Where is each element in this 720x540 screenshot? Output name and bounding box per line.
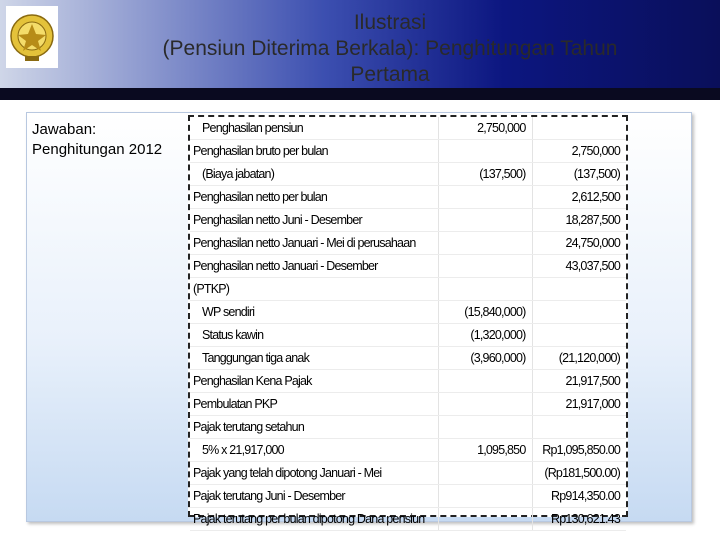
row-value-col3: (Rp181,500.00) bbox=[532, 462, 626, 485]
row-value-col3: 43,037,500 bbox=[532, 255, 626, 278]
row-label: Pajak terutang Juni - Desember bbox=[190, 485, 438, 508]
calculation-table-box bbox=[188, 115, 628, 526]
row-value-col2 bbox=[438, 416, 532, 439]
row-value-col3: Rp914,350.00 bbox=[532, 485, 626, 508]
row-label: WP sendiri bbox=[190, 301, 438, 324]
row-value-col2: 2,750,000 bbox=[438, 117, 532, 140]
title-line-3: Pertama bbox=[350, 63, 430, 86]
row-value-col2: 1,095,850 bbox=[438, 439, 532, 462]
table-row bbox=[190, 416, 626, 439]
row-label: Pajak yang telah dipotong Januari - Mei bbox=[190, 462, 438, 485]
slide-title bbox=[60, 10, 720, 88]
header-divider-band bbox=[0, 88, 720, 100]
table-row bbox=[190, 255, 626, 278]
row-label: Penghasilan netto Juni - Desember bbox=[190, 209, 438, 232]
table-row bbox=[190, 209, 626, 232]
table-row bbox=[190, 485, 626, 508]
slide-header bbox=[0, 0, 720, 100]
row-value-col2 bbox=[438, 255, 532, 278]
table-row bbox=[190, 140, 626, 163]
row-value-col3: (21,120,000) bbox=[532, 347, 626, 370]
university-emblem-icon bbox=[6, 6, 58, 68]
row-value-col2: (15,840,000) bbox=[438, 301, 532, 324]
row-label: Pajak terutang setahun bbox=[190, 416, 438, 439]
table-row bbox=[190, 439, 626, 462]
row-value-col3 bbox=[532, 117, 626, 140]
row-value-col2: (1,320,000) bbox=[438, 324, 532, 347]
row-value-col3: 2,612,500 bbox=[532, 186, 626, 209]
row-value-col3: 21,917,000 bbox=[532, 393, 626, 416]
row-value-col2 bbox=[438, 140, 532, 163]
row-value-col3: Rp130,621.43 bbox=[532, 508, 626, 531]
row-value-col3: 24,750,000 bbox=[532, 232, 626, 255]
table-row bbox=[190, 393, 626, 416]
row-label: Penghasilan netto Januari - Mei di perusahaan bbox=[190, 232, 438, 255]
row-value-col2 bbox=[438, 393, 532, 416]
answer-label-line-2: Penghitungan 2012 bbox=[32, 141, 163, 158]
row-value-col3 bbox=[532, 416, 626, 439]
title-line-1: Ilustrasi bbox=[353, 11, 427, 34]
row-value-col2 bbox=[438, 370, 532, 393]
row-value-col2 bbox=[438, 462, 532, 485]
table-row bbox=[190, 347, 626, 370]
row-value-col2 bbox=[438, 278, 532, 301]
table-row bbox=[190, 232, 626, 255]
row-label: Penghasilan pensiun bbox=[190, 117, 438, 140]
row-label: (PTKP) bbox=[190, 278, 438, 301]
row-value-col2: (3,960,000) bbox=[438, 347, 532, 370]
calculation-table bbox=[190, 117, 626, 531]
row-value-col3 bbox=[532, 324, 626, 347]
row-value-col3: (137,500) bbox=[532, 163, 626, 186]
row-value-col2: (137,500) bbox=[438, 163, 532, 186]
table-row bbox=[190, 301, 626, 324]
row-value-col2 bbox=[438, 232, 532, 255]
table-row bbox=[190, 163, 626, 186]
row-value-col2 bbox=[438, 508, 532, 531]
row-value-col3 bbox=[532, 301, 626, 324]
row-label: Penghasilan netto Januari - Desember bbox=[190, 255, 438, 278]
row-label: Pembulatan PKP bbox=[190, 393, 438, 416]
row-label: Tanggungan tiga anak bbox=[190, 347, 438, 370]
table-row bbox=[190, 370, 626, 393]
row-value-col3: 18,287,500 bbox=[532, 209, 626, 232]
row-value-col2 bbox=[438, 186, 532, 209]
table-row bbox=[190, 462, 626, 485]
row-label: (Biaya jabatan) bbox=[190, 163, 438, 186]
row-value-col2 bbox=[438, 209, 532, 232]
row-value-col3: Rp1,095,850.00 bbox=[532, 439, 626, 462]
row-label: Penghasilan netto per bulan bbox=[190, 186, 438, 209]
row-label: 5% x 21,917,000 bbox=[190, 439, 438, 462]
row-label: Penghasilan bruto per bulan bbox=[190, 140, 438, 163]
row-value-col3: 21,917,500 bbox=[532, 370, 626, 393]
row-value-col3: 2,750,000 bbox=[532, 140, 626, 163]
table-row bbox=[190, 508, 626, 531]
row-label: Status kawin bbox=[190, 324, 438, 347]
table-row bbox=[190, 324, 626, 347]
table-row bbox=[190, 117, 626, 140]
row-label: Pajak terutang per bulan dipotong Dana pensiun bbox=[190, 508, 438, 531]
row-value-col2 bbox=[438, 485, 532, 508]
answer-label-line-1: Jawaban: bbox=[32, 121, 97, 138]
row-label: Penghasilan Kena Pajak bbox=[190, 370, 438, 393]
table-row bbox=[190, 278, 626, 301]
title-line-2: (Pensiun Diterima Berkala): Penghitungan Tahun bbox=[162, 37, 618, 60]
row-value-col3 bbox=[532, 278, 626, 301]
table-row bbox=[190, 186, 626, 209]
answer-label bbox=[32, 120, 162, 160]
